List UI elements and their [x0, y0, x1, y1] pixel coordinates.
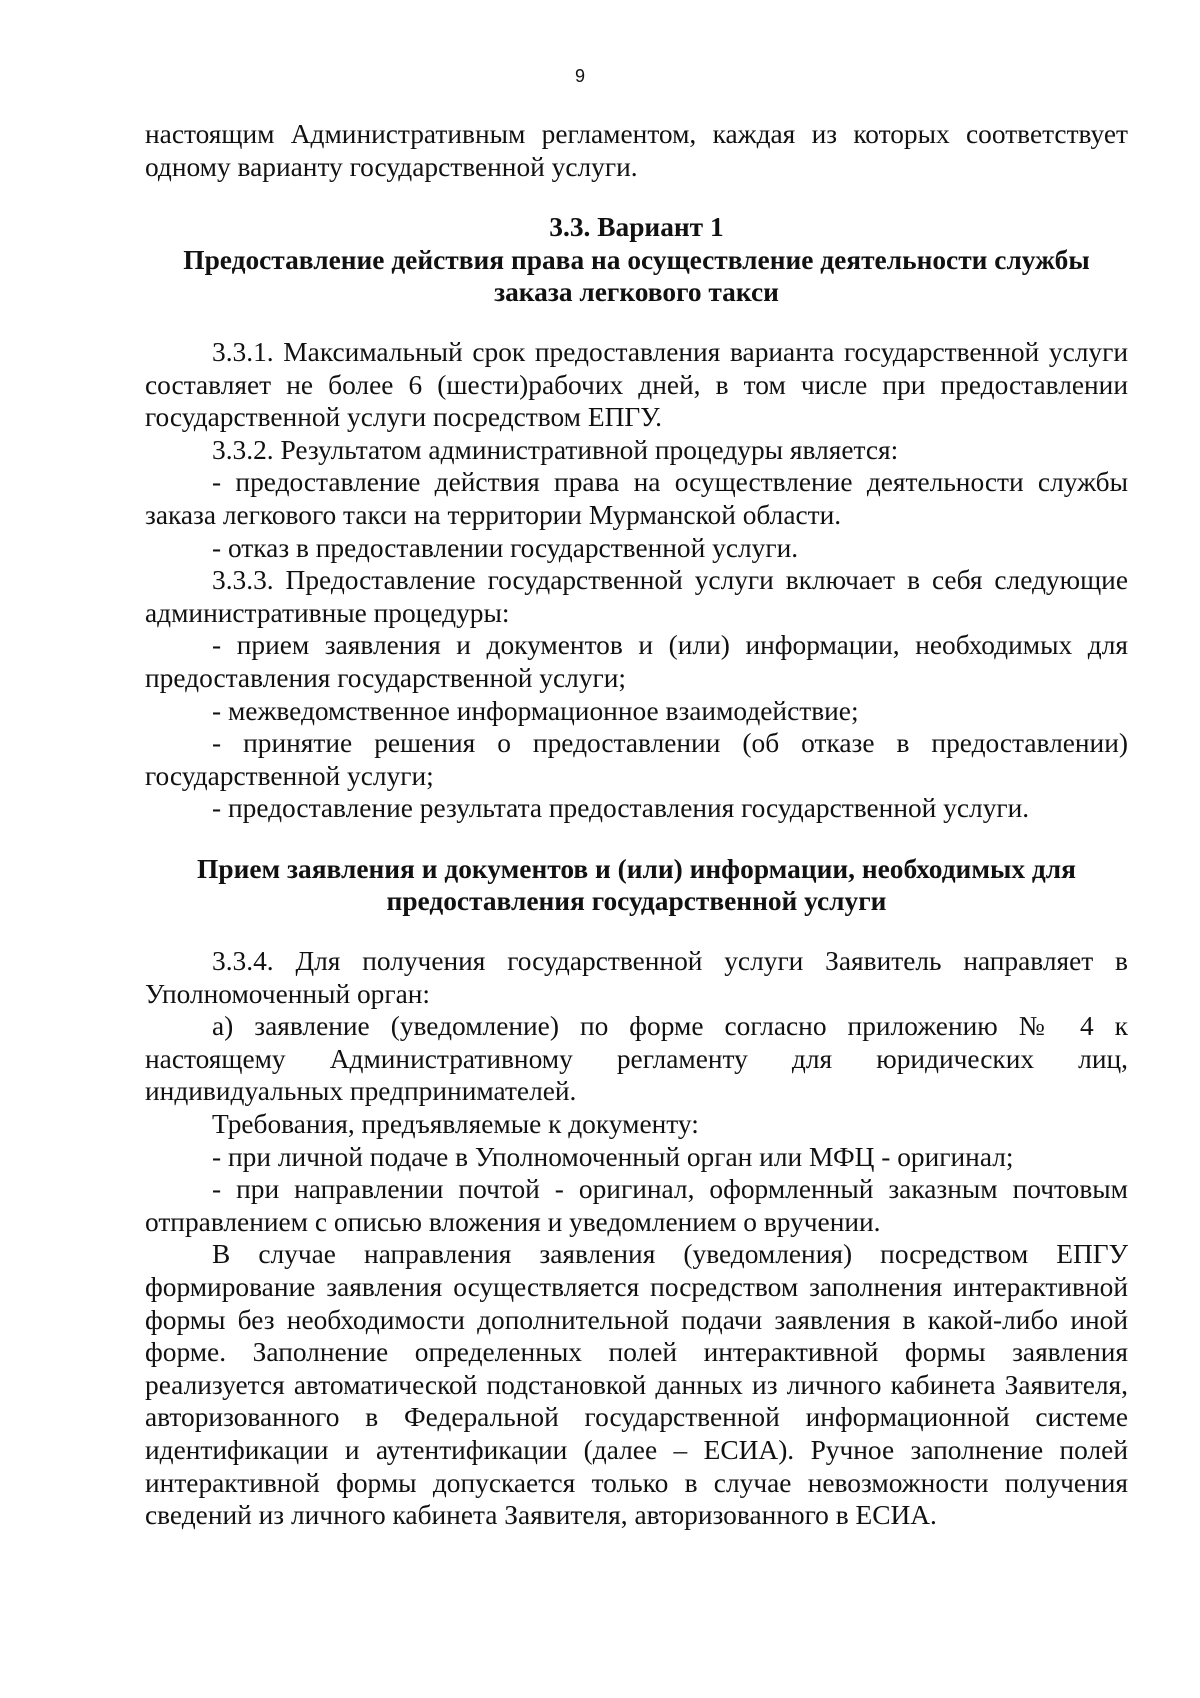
section-3-3-subtitle-line2: заказа легкового такси	[494, 277, 779, 308]
epgu-paragraph: В случае направления заявления (уведомления) посредством ЕПГУ формирование заявления осуществляется посредством заполнения интерактивной формы без необходимости дополнительной подачи заявления в какой-либо иной форме. Заполнение определенных полей интерактивной формы заявления реализуется автоматической подстановкой данных из личного кабинета Заявителя, авторизованного в Федеральной государственной информационной системе идентификации и аутентификации (далее – ЕСИА). Ручное заполнение полей интерактивной формы допускается только в случае невозможности получения сведений из личного кабинета Заявителя, авторизованного в ЕСИА.	[145, 1239, 1128, 1531]
requirement-item-2: - при направлении почтой - оригинал, оформленный заказным почтовым отправлением с описью вложения и уведомлением о вручении.	[145, 1174, 1128, 1237]
paragraph-3-3-4: 3.3.4. Для получения государственной услуги Заявитель направляет в Уполномоченный орган:	[145, 946, 1128, 1009]
paragraph-3-3-1: 3.3.1. Максимальный срок предоставления варианта государственной услуги составляет не более 6 (шести)рабочих дней, в том числе при предоставлении государственной услуги посредством ЕПГУ.	[145, 336, 1128, 433]
page-number: 9	[574, 66, 585, 86]
paragraph-3-3-3: 3.3.3. Предоставление государственной услуги включает в себя следующие административные процедуры:	[145, 565, 1128, 628]
procedure-item-2: - межведомственное информационное взаимодействие;	[212, 695, 859, 726]
paragraph-3-3-2: 3.3.2. Результатом административной процедуры является:	[212, 434, 899, 465]
result-item-2: - отказ в предоставлении государственной услуги.	[212, 532, 799, 563]
reception-title-line2: предоставления государственной услуги	[386, 886, 887, 917]
result-item-1: - предоставление действия права на осуществление деятельности службы заказа легкового такси на территории Мурманской области.	[145, 467, 1128, 530]
section-3-3-heading	[145, 211, 1128, 309]
document-body	[145, 118, 1128, 1532]
application-item-a: а) заявление (уведомление) по форме согласно приложению № 4 к настоящему Административному регламенту для юридических лиц, индивидуальных предпринимателей.	[145, 1011, 1128, 1107]
procedure-item-1: - прием заявления и документов и (или) информации, необходимых для предоставления государственной услуги;	[145, 630, 1128, 693]
requirements-label: Требования, предъявляемые к документу:	[212, 1109, 699, 1140]
reception-title-line1: Прием заявления и документов и (или) информации, необходимых для	[197, 853, 1076, 884]
intro-paragraph: настоящим Административным регламентом, каждая из которых соответствует одному варианту государственной услуги.	[145, 119, 1128, 182]
section-3-3-subtitle-line1: Предоставление действия права на осуществление деятельности службы	[183, 244, 1090, 275]
procedure-item-3: - принятие решения о предоставлении (об отказе в предоставлении) государственной услуги;	[145, 728, 1128, 791]
procedure-item-4: - предоставление результата предоставления государственной услуги.	[212, 793, 1030, 824]
section-3-3-title: 3.3. Вариант 1	[549, 212, 724, 243]
requirement-item-1: - при личной подаче в Уполномоченный орган или МФЦ - оригинал;	[212, 1141, 1014, 1172]
reception-heading	[145, 853, 1128, 918]
